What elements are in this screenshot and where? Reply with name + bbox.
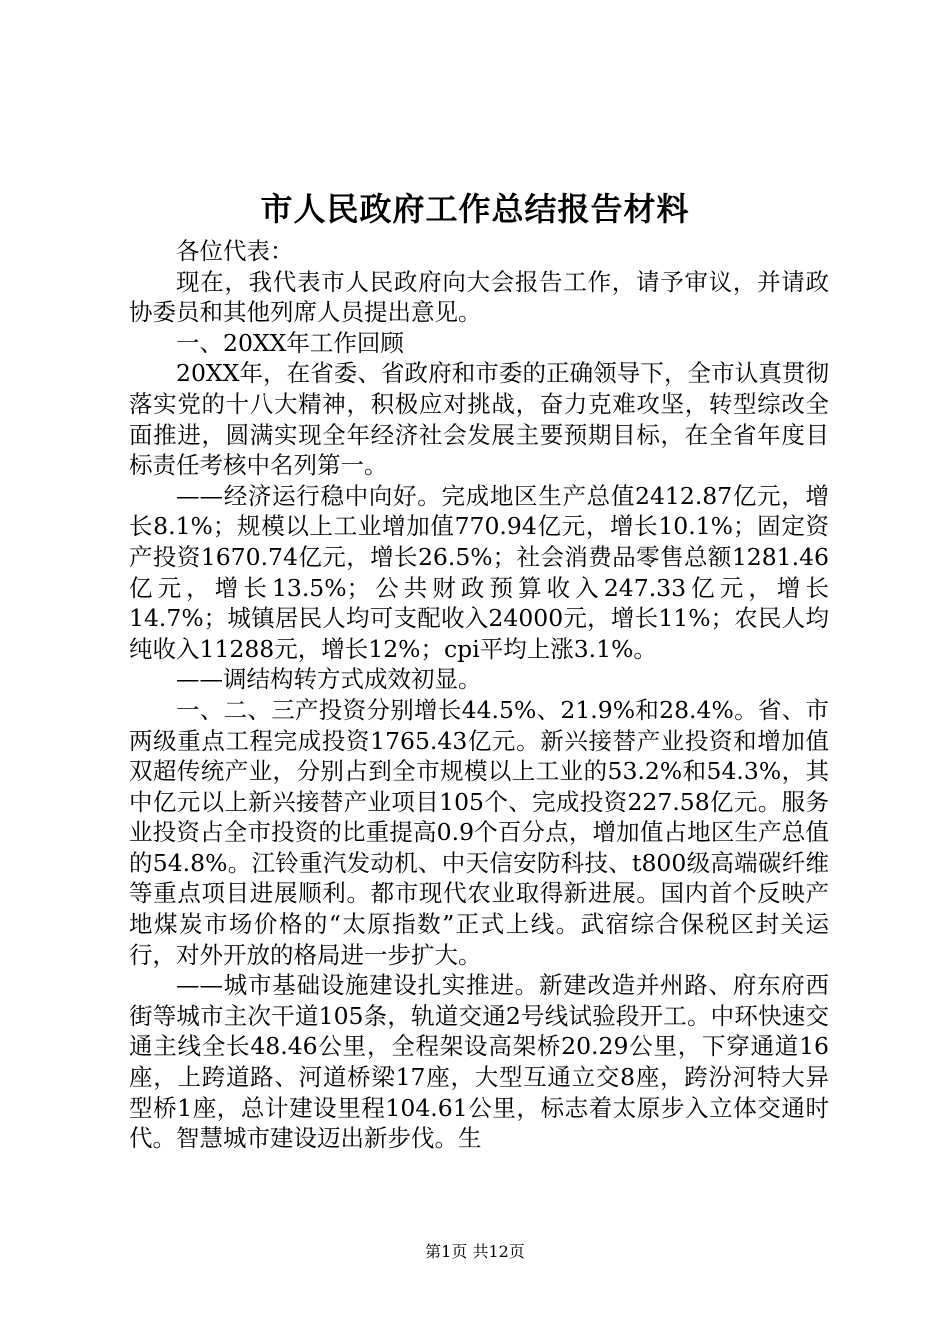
paragraph-salutation: 各位代表： — [176, 237, 294, 265]
paragraph-infrastructure: ——城市基础设施建设扎实推进。新建改造并州路、府东府西街等城市主次干道105条，轨道交通2号线试验段开工。中环快速交通主线全长48.46公里，全程架设高架桥20.29公里，下穿通道16座，上跨道路、河道桥梁17座，大型互通立交8座，跨汾河特大异型桥1座，总计建设里程104.61公里，标志着太原步入立体交通时代。智慧城市建设迈出新步伐。生 — [129, 971, 829, 1153]
document-body — [129, 236, 829, 1154]
section-heading-review: 一、20XX年工作回顾 — [176, 328, 404, 357]
paragraph-structure-heading: ——调结构转方式成效初显。 — [176, 665, 482, 694]
paragraph-intro: 现在，我代表市人民政府向大会报告工作，请予审议，并请政协委员和其他列席人员提出意见。 — [129, 267, 829, 327]
paragraph-investment: 一、二、三产投资分别增长44.5%、21.9%和28.4%。省、市两级重点工程完成投资1765.43亿元。新兴接替产业投资和增加值双超传统产业，分别占到全市规模以上工业的53.2%和54.3%，其中亿元以上新兴接替产业项目105个、完成投资227.58亿元。服务业投资占全市投资的比重提高0.9个百分点，增加值占地区生产总值的54.8%。江铃重汽发动机、中天信安防科技、t800级高端碳纤维等重点项目进展顺利。都市现代农业取得新进展。国内首个反映产地煤炭市场价格的“太原指数”正式上线。武宿综合保税区封关运行，对外开放的格局进一步扩大。 — [129, 695, 829, 969]
document-title: 市人民政府工作总结报告材料 — [260, 190, 690, 228]
page-footer: 第1页 共12页 — [425, 1242, 525, 1261]
paragraph-summary: 20XX年，在省委、省政府和市委的正确领导下，全市认真贯彻落实党的十八大精神，积极应对挑战，奋力克难攻坚，转型综改全面推进，圆满实现全年经济社会发展主要预期目标，在全省年度目标责任考核中名列第一。 — [129, 359, 829, 480]
paragraph-economy: ——经济运行稳中向好。完成地区生产总值2412.87亿元，增长8.1%；规模以上工业增加值770.94亿元，增长10.1%；固定资产投资1670.74亿元，增长26.5%；社会消费品零售总额1281.46亿元，增长13.5%；公共财政预算收入247.33亿元，增长14.7%；城镇居民人均可支配收入24000元，增长11%；农民人均纯收入11288元，增长12%；cpi平均上涨3.1%。 — [129, 481, 829, 663]
